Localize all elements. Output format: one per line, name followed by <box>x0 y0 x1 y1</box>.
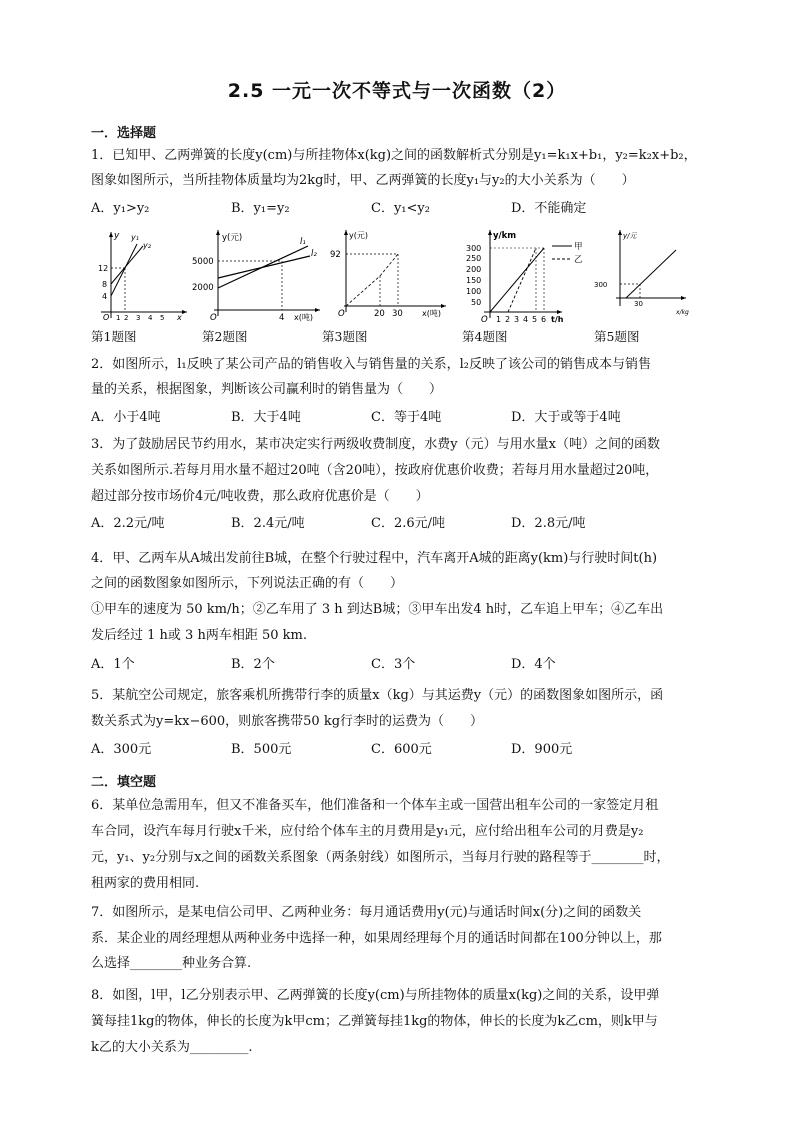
f1-xlabel: x <box>177 313 182 322</box>
section-fill-heading: 二．填空题 <box>91 775 157 790</box>
q7-text-line3: 么选择________种业务合算. <box>91 956 252 971</box>
f5-xlabel: x/kg <box>676 309 689 316</box>
f1-y1-label: y₁ <box>131 233 139 242</box>
q4-option-c: C．3个 <box>371 657 416 672</box>
f5-ylabel: y/元 <box>623 232 637 240</box>
q4-text-line4: 发后经过 1 h或 3 h两车相距 50 km. <box>91 628 307 643</box>
f4-tick-x-4: 4 <box>523 315 529 324</box>
figure-1-graph <box>91 226 191 321</box>
figure-4-caption: 第4题图 <box>462 329 508 344</box>
q4-option-d: D．4个 <box>511 657 556 672</box>
q3-text-line3: 超过部分按市场价4元/吨收费，那么政府优惠价是（ ） <box>91 489 429 504</box>
figure-3-caption: 第3题图 <box>322 329 368 344</box>
f1-ylabel: y <box>114 231 120 241</box>
f4-legend-jia: 甲 <box>574 242 583 252</box>
q2-text-line2: 量的关系，根据图象，判断该公司赢利时的销售量为（ ） <box>91 382 443 397</box>
f3-xlabel: x(吨) <box>422 309 441 318</box>
q4-option-b: B．2个 <box>231 657 275 672</box>
f3-tick-x-20: 20 <box>374 309 385 319</box>
f3-ylabel: y(元) <box>349 231 368 240</box>
q6-text-line4: 租两家的费用相同. <box>91 876 200 891</box>
q8-text-line1: 8．如图，l甲，l乙分别表示甲、乙两弹簧的长度y(cm)与所挂物体的质量x(kg)之间的关系，设甲弹 <box>91 988 660 1003</box>
f1-tick-y-4: 4 <box>102 292 108 301</box>
q3-text-line2: 关系如图所示.若每月用水量不超过20吨（含20吨），按政府优惠价收费；若每月用水量超过20吨， <box>91 463 659 478</box>
f4-tick-y-250: 250 <box>466 254 482 263</box>
f4-tick-y-300: 300 <box>466 244 482 253</box>
f4-origin: O <box>481 315 488 325</box>
f1-origin: O <box>103 313 110 322</box>
q1-option-a: A．y₁>y₂ <box>91 201 150 216</box>
q7-text-line1: 7．如图所示，是某电信公司甲、乙两种业务：每月通话费用y(元)与通话时间x(分)之间的函数关 <box>91 905 642 920</box>
f4-tick-x-5: 5 <box>532 315 538 324</box>
f2-tick-x-4: 4 <box>279 313 285 323</box>
page-title: 2.5 一元一次不等式与一次函数（2） <box>227 80 567 102</box>
q5-option-c: C．600元 <box>371 742 432 757</box>
figure-4-graph <box>462 226 594 326</box>
q6-text-line2: 车合同，设汽车每月行驶x千米，应付给个体车主的月费用是y₁元，应付给出租车公司的月费是y₂ <box>91 824 644 839</box>
q2-text-line1: 2．如图所示，l₁反映了某公司产品的销售收入与销售量的关系，l₂反映了该公司的销售成本与销售 <box>91 357 652 372</box>
f1-y2-label: y₂ <box>143 241 151 250</box>
f3-origin: O <box>338 309 345 319</box>
q3-option-d: D．2.8元/吨 <box>511 516 586 531</box>
f1-tick-y-8: 8 <box>102 280 108 289</box>
f4-xlabel: t/h <box>551 315 564 324</box>
q1-text-line1: 1．已知甲、乙两弹簧的长度y(cm)与所挂物体x(kg)之间的函数解析式分别是y₁=k₁x+b₁，y₂=k₂x+b₂， <box>91 148 697 163</box>
q8-text-line2: 簧每挂1kg的物体，伸长的长度为k甲cm；乙弹簧每挂1kg的物体，伸长的长度为k乙cm，则k甲与 <box>91 1014 658 1029</box>
f3-tick-y-92: 92 <box>330 250 341 260</box>
f2-xlabel: x(吨) <box>294 313 313 322</box>
f4-tick-y-100: 100 <box>466 287 482 296</box>
q8-text-line3: k乙的大小关系为_________. <box>91 1040 253 1055</box>
q5-option-d: D．900元 <box>511 742 573 757</box>
f2-tick-y-2000: 2000 <box>192 283 214 293</box>
f4-tick-x-6: 6 <box>541 315 547 324</box>
f2-origin: O <box>210 313 217 323</box>
q2-option-d: D．大于或等于4吨 <box>511 410 621 425</box>
q3-option-c: C．2.6元/吨 <box>371 516 446 531</box>
q2-option-c: C．等于4吨 <box>371 410 442 425</box>
q1-text-line2: 图象如图所示，当所挂物体质量均为2kg时，甲、乙两弹簧的长度y₁与y₂的大小关系为（ ） <box>91 173 635 188</box>
q5-text-line1: 5．某航空公司规定，旅客乘机所携带行李的质量x（kg）与其运费y（元）的函数图象如图所示，函 <box>91 688 664 703</box>
q1-option-c: C．y₁<y₂ <box>371 201 430 216</box>
q1-option-b: B．y₁=y₂ <box>231 201 290 216</box>
q1-option-d: D．不能确定 <box>511 201 587 216</box>
f5-tick-y-300: 300 <box>594 281 608 289</box>
f1-tick-x-2: 2 <box>124 314 129 322</box>
f4-tick-x-3: 3 <box>514 315 520 324</box>
f1-tick-x-3: 3 <box>136 314 141 322</box>
q4-text-line2: 之间的函数图象如图所示，下列说法正确的有（ ） <box>91 576 404 591</box>
q6-text-line1: 6．某单位急需用车，但又不准备买车，他们准备和一个体车主或一国营出租车公司的一家签定月租 <box>91 798 659 813</box>
f5-tick-x-30: 30 <box>634 300 643 308</box>
q2-option-a: A．小于4吨 <box>91 410 161 425</box>
q4-option-a: A．1个 <box>91 657 135 672</box>
f1-tick-x-4: 4 <box>148 314 153 322</box>
q5-text-line2: 数关系式为y=kx−600，则旅客携带50 kg行李时的运费为（ ） <box>91 714 484 729</box>
section-choice-heading: 一．选择题 <box>91 126 157 141</box>
f4-tick-x-2: 2 <box>505 315 511 324</box>
figure-1-caption: 第1题图 <box>91 329 137 344</box>
figure-2-graph <box>186 226 326 321</box>
q3-option-b: B．2.4元/吨 <box>231 516 305 531</box>
f4-tick-y-50: 50 <box>471 298 482 307</box>
f4-ylabel: y/km <box>493 231 517 241</box>
f1-tick-x-1: 1 <box>116 314 121 322</box>
figure-3-graph <box>322 226 452 321</box>
f3-tick-x-30: 30 <box>392 309 403 319</box>
q2-option-b: B．大于4吨 <box>231 410 301 425</box>
figure-5-graph <box>596 226 704 321</box>
figure-5-caption: 第5题图 <box>594 329 640 344</box>
f4-tick-y-150: 150 <box>466 276 482 285</box>
q3-option-a: A．2.2元/吨 <box>91 516 165 531</box>
f1-tick-x-5: 5 <box>160 314 165 322</box>
f1-tick-y-12: 12 <box>98 264 109 273</box>
q6-text-line3: 元，y₁、y₂分别与x之间的函数关系图象（两条射线）如图所示，当每月行驶的路程等于________时， <box>91 850 670 865</box>
figure-2-caption: 第2题图 <box>202 329 248 344</box>
q3-text-line1: 3．为了鼓励居民节约用水，某市决定实行两级收费制度，水费y（元）与用水量x（吨）之间的函数 <box>91 437 660 452</box>
f4-tick-y-200: 200 <box>466 265 482 274</box>
q5-option-a: A．300元 <box>91 742 152 757</box>
q4-text-line3: ①甲车的速度为 50 km/h；②乙车用了 3 h 到达B城；③甲车出发4 h时，乙车追上甲车；④乙车出 <box>91 602 664 617</box>
q7-text-line2: 系．某企业的周经理想从两种业务中选择一种，如果周经理每个月的通话时间都在100分钟以上，那 <box>91 931 662 946</box>
f4-legend-yi: 乙 <box>574 255 583 265</box>
f2-tick-y-5000: 5000 <box>192 257 214 267</box>
f2-l1-label: l₁ <box>300 237 306 247</box>
f4-tick-x-1: 1 <box>496 315 502 324</box>
f2-l2-label: l₂ <box>311 249 317 259</box>
f2-ylabel: y(元) <box>222 233 243 243</box>
q5-option-b: B．500元 <box>231 742 292 757</box>
q4-text-line1: 4．甲、乙两车从A城出发前往B城，在整个行驶过程中，汽车离开A城的距离y(km)与行驶时间t(h) <box>91 551 658 566</box>
